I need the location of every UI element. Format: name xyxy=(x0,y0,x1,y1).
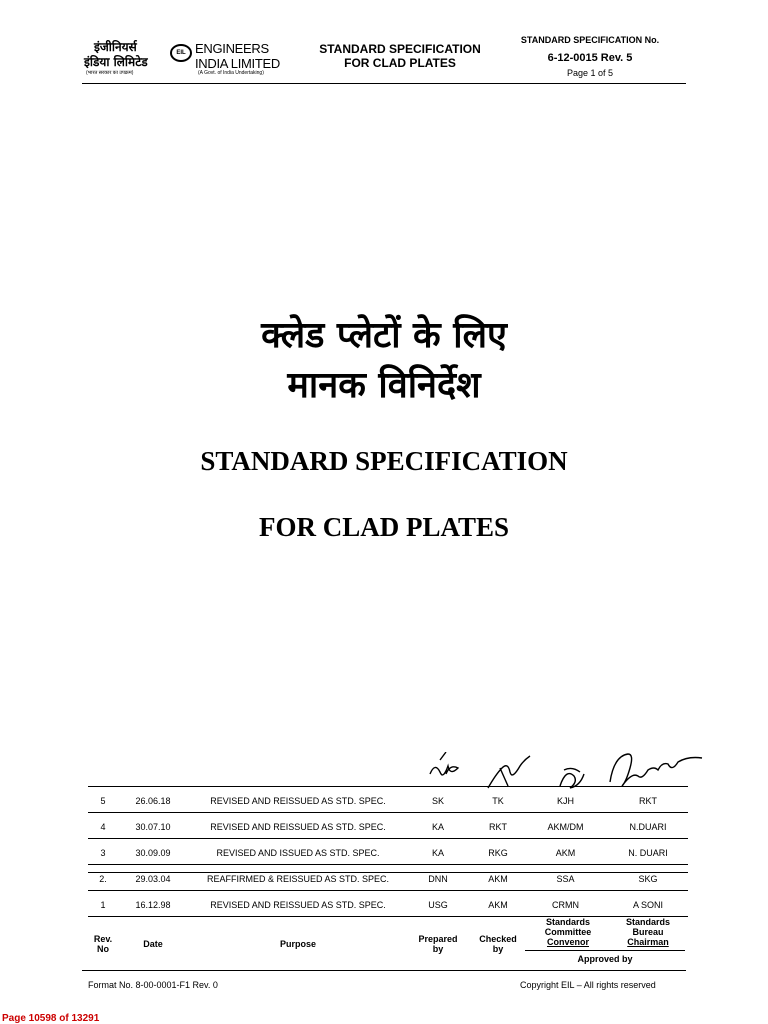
rev-committee: CRMN xyxy=(552,900,579,910)
rev-purpose: REAFFIRMED & REISSUED AS STD. SPEC. xyxy=(206,874,390,884)
rev-no: 1 xyxy=(100,900,106,910)
rev-prepared: SK xyxy=(431,796,444,806)
rev-prepared: KA xyxy=(431,848,444,858)
header-committee-line3: Convenor xyxy=(546,937,589,947)
table-row xyxy=(88,890,688,916)
table-header-row xyxy=(88,916,688,967)
eil-emblem-icon: EIL xyxy=(170,44,192,62)
logo-hindi-line1: इंजीनियर्स xyxy=(94,40,137,54)
header-committee-line1: Standards xyxy=(545,917,590,927)
spec-label: STANDARD SPECIFICATION No. xyxy=(520,35,660,45)
logo-hindi-line2: इंडिया लिमिटेड xyxy=(84,55,148,69)
header-checked xyxy=(473,934,523,954)
rev-approved: SKG xyxy=(638,874,658,884)
rev-approved: N.DUARI xyxy=(629,822,667,832)
spec-number: 6-12-0015 Rev. 5 xyxy=(547,52,633,64)
signature-checked xyxy=(488,756,530,788)
rev-date: 30.07.10 xyxy=(135,822,171,832)
table-bottom-border xyxy=(88,872,688,873)
footer-divider xyxy=(82,970,686,971)
rev-prepared: KA xyxy=(431,822,444,832)
english-title-line2: FOR CLAD PLATES xyxy=(258,512,510,542)
rev-purpose: REVISED AND REISSUED AS STD. SPEC. xyxy=(210,796,386,806)
revision-table xyxy=(88,786,688,967)
rev-prepared: USG xyxy=(428,900,448,910)
header-checked-line2: by xyxy=(492,944,504,954)
rev-checked: TK xyxy=(492,796,504,806)
header-title-line2: FOR CLAD PLATES xyxy=(344,56,456,70)
english-title-line1: STANDARD SPECIFICATION xyxy=(200,446,568,476)
header-purpose: Purpose xyxy=(279,939,316,949)
signature-approved xyxy=(610,754,702,786)
rev-checked: AKM xyxy=(488,900,508,910)
rev-no: 4 xyxy=(100,822,106,832)
header-title xyxy=(300,42,500,70)
logo-hindi-name xyxy=(84,40,148,70)
logo-hindi-tagline: (भारत सरकार का उपक्रम) xyxy=(86,70,134,76)
copyright: Copyright EIL – All rights reserved xyxy=(520,980,656,990)
format-number: Format No. 8-00-0001-F1 Rev. 0 xyxy=(88,980,218,990)
header-divider xyxy=(82,83,686,84)
header-title-line1: STANDARD SPECIFICATION xyxy=(319,42,481,56)
header-rev xyxy=(88,934,118,954)
rev-checked: AKM xyxy=(488,874,508,884)
rev-committee: KJH xyxy=(556,796,574,806)
rev-approved: A SONI xyxy=(632,900,663,910)
header-committee-line2: Committee xyxy=(544,927,592,937)
rev-date: 26.06.18 xyxy=(135,796,171,806)
rev-date: 29.03.04 xyxy=(135,874,171,884)
header-date: Date xyxy=(143,939,163,949)
rev-checked: RKG xyxy=(488,848,508,858)
table-row xyxy=(88,812,688,838)
rev-purpose: REVISED AND REISSUED AS STD. SPEC. xyxy=(210,822,386,832)
page-count: Page 10598 of 13291 xyxy=(2,1013,100,1024)
rev-no: 3 xyxy=(100,848,106,858)
header-bureau-line1: Standards xyxy=(625,917,670,927)
rev-committee: AKM/DM xyxy=(547,822,584,832)
signature-prepared xyxy=(430,752,458,775)
header-rev-line2: No xyxy=(97,944,109,954)
header-committee xyxy=(533,917,603,947)
rev-no: 5 xyxy=(100,796,106,806)
header-bureau-line2: Bureau xyxy=(632,927,664,937)
hindi-title-line1: क्लेड प्लेटों के लिए xyxy=(261,315,507,356)
header-prepared-line1: Prepared xyxy=(418,934,458,944)
approved-by-label: Approved by xyxy=(577,954,633,964)
table-row xyxy=(88,838,688,864)
rev-date: 30.09.09 xyxy=(135,848,171,858)
logo-english-line2: INDIA LIMITED xyxy=(195,56,280,71)
rev-approved: N. DUARI xyxy=(628,848,668,858)
header-prepared-line2: by xyxy=(432,944,444,954)
header-checked-line1: Checked xyxy=(479,934,517,944)
rev-purpose: REVISED AND REISSUED AS STD. SPEC. xyxy=(210,900,386,910)
page-info: Page 1 of 5 xyxy=(566,68,614,78)
rev-purpose: REVISED AND ISSUED AS STD. SPEC. xyxy=(216,848,380,858)
header-prepared xyxy=(413,934,463,954)
header-rev-line1: Rev. xyxy=(93,934,113,944)
hindi-title-line2: मानक विनिर्देश xyxy=(287,365,481,406)
header-bureau-line3: Chairman xyxy=(627,937,669,947)
table-row xyxy=(88,864,688,890)
rev-no: 2. xyxy=(99,874,107,884)
rev-prepared: DNN xyxy=(428,874,448,884)
approved-divider xyxy=(525,950,685,951)
rev-date: 16.12.98 xyxy=(135,900,171,910)
rev-committee: SSA xyxy=(556,874,575,884)
logo-english-name xyxy=(195,41,280,71)
rev-checked: RKT xyxy=(489,822,507,832)
spec-number-block xyxy=(506,35,674,78)
logo-english-tagline: (A Govt. of India Undertaking) xyxy=(198,70,264,76)
rev-approved: RKT xyxy=(639,796,657,806)
logo-english-line1: ENGINEERS xyxy=(195,41,269,56)
header-bureau xyxy=(613,917,683,947)
rev-committee: AKM xyxy=(555,848,576,858)
table-row xyxy=(88,786,688,812)
